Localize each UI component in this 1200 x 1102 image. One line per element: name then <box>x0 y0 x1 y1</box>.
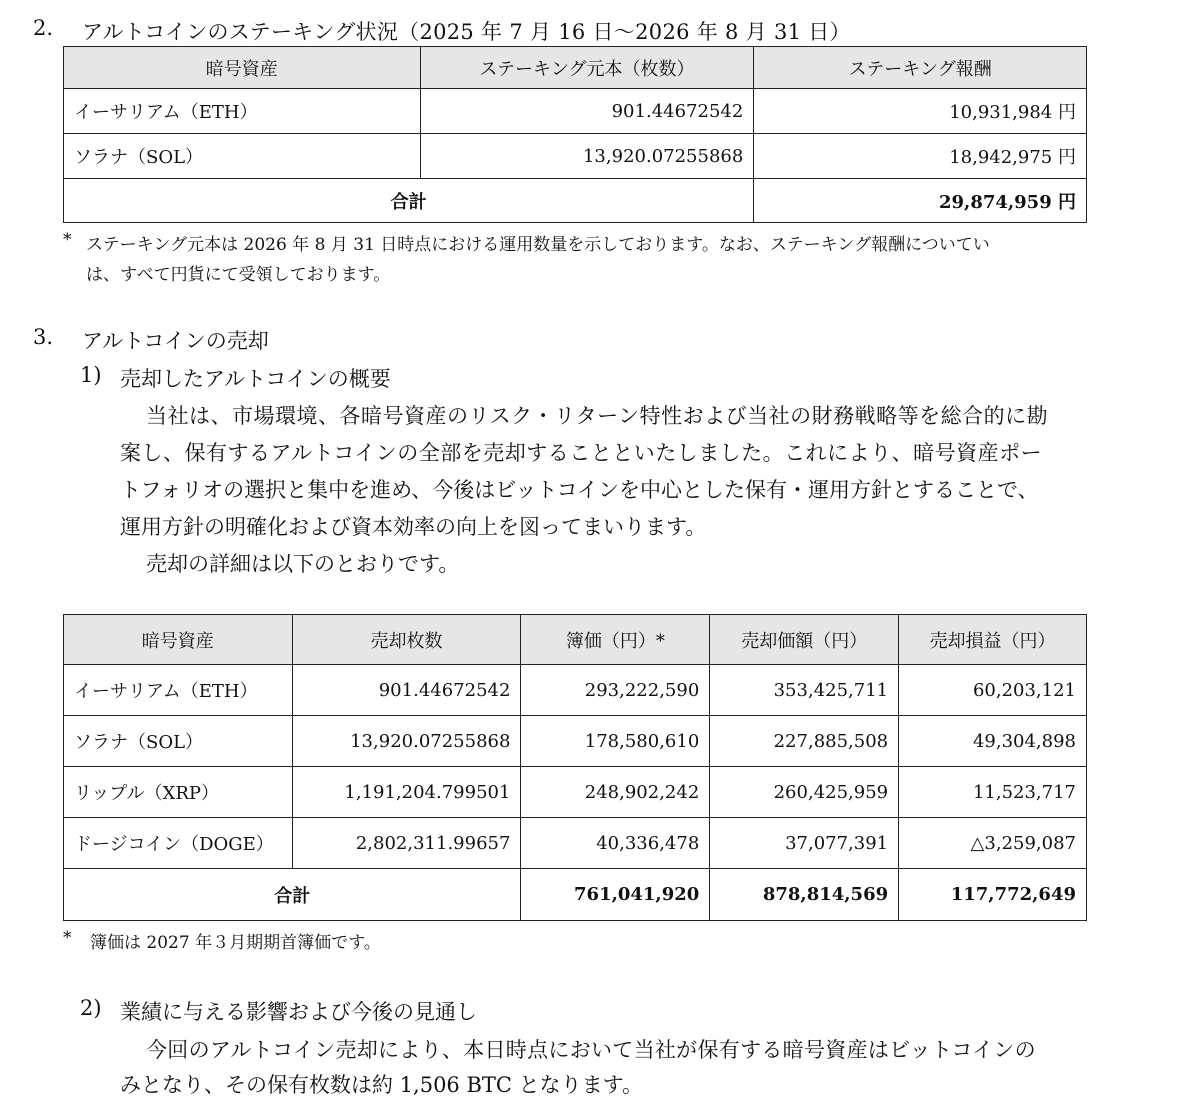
header-asset: 暗号資産 <box>64 47 421 89</box>
total-reward: 29,874,959 円 <box>754 179 1087 223</box>
section-3-title: アルトコインの売却 <box>82 329 269 353</box>
cell-book-value: 40,336,478 <box>521 818 710 869</box>
paragraph-line: 売却の詳細は以下のとおりです。 <box>146 552 460 576</box>
cell-gain-loss: 11,523,717 <box>899 767 1087 818</box>
paragraph-line: 今回のアルトコイン売却により、本日時点において当社が保有する暗号資産はビットコインの <box>146 1038 1036 1062</box>
cell-qty: 13,920.07255868 <box>292 716 521 767</box>
cell-gain-loss: 60,203,121 <box>899 665 1087 716</box>
total-row <box>64 869 1087 921</box>
cell-qty: 2,802,311.99657 <box>292 818 521 869</box>
total-label: 合計 <box>64 869 521 921</box>
header-book-value: 簿価（円）* <box>521 615 710 665</box>
cell-book-value: 293,222,590 <box>521 665 710 716</box>
table-row <box>64 818 1087 869</box>
subsection-2-title: 業績に与える影響および今後の見通し <box>120 1000 477 1024</box>
note-mark: * <box>63 928 72 948</box>
cell-qty: 1,191,204.799501 <box>292 767 521 818</box>
total-label: 合計 <box>64 179 754 223</box>
book-value-note: 簿価は 2027 年３月期期首簿価です。 <box>90 933 381 953</box>
cell-gain-loss: 49,304,898 <box>899 716 1087 767</box>
header-principal: ステーキング元本（枚数） <box>420 47 754 89</box>
cell-gain-loss: △3,259,087 <box>899 818 1087 869</box>
note-mark: * <box>63 230 72 250</box>
table-row <box>64 134 1087 179</box>
cell-reward: 18,942,975 円 <box>754 134 1087 179</box>
paragraph-line: 当社は、市場環境、各暗号資産のリスク・リターン特性および当社の財務戦略等を総合的に勘 <box>146 404 1049 428</box>
subsection-1-number: 1) <box>80 363 102 387</box>
cell-principal: 901.44672542 <box>420 89 754 134</box>
cell-sale-price: 37,077,391 <box>710 818 899 869</box>
total-gain-loss: 117,772,649 <box>899 869 1087 921</box>
cell-asset: ソラナ（SOL） <box>64 716 293 767</box>
table-row <box>64 89 1087 134</box>
cell-book-value: 178,580,610 <box>521 716 710 767</box>
paragraph-line: 運用方針の明確化および資本効率の向上を図ってまいります。 <box>120 515 707 539</box>
cell-qty: 901.44672542 <box>292 665 521 716</box>
cell-reward: 10,931,984 円 <box>754 89 1087 134</box>
header-sale-price: 売却価額（円） <box>710 615 899 665</box>
paragraph-line: トフォリオの選択と集中を進め、今後はビットコインを中心とした保有・運用方針とすることで、 <box>120 478 1039 502</box>
paragraph-line: みとなり、その保有枚数は約 1,506 BTC となります。 <box>120 1073 643 1097</box>
section-2-title: アルトコインのステーキング状況（2025 年 7 月 16 日～2026 年 8 月 31 日） <box>82 20 851 44</box>
cell-principal: 13,920.07255868 <box>420 134 754 179</box>
cell-asset: ドージコイン（DOGE） <box>64 818 293 869</box>
staking-table <box>63 46 1087 223</box>
table-row <box>64 767 1087 818</box>
subsection-1-title: 売却したアルトコインの概要 <box>120 367 391 391</box>
paragraph-line: 案し、保有するアルトコインの全部を売却することといたしました。これにより、暗号資産ポー <box>120 441 1043 465</box>
cell-sale-price: 227,885,508 <box>710 716 899 767</box>
header-qty: 売却枚数 <box>292 615 521 665</box>
header-reward: ステーキング報酬 <box>754 47 1087 89</box>
cell-asset: イーサリアム（ETH） <box>64 89 421 134</box>
header-asset: 暗号資産 <box>64 615 293 665</box>
cell-sale-price: 260,425,959 <box>710 767 899 818</box>
table-header-row <box>64 615 1087 665</box>
total-book-value: 761,041,920 <box>521 869 710 921</box>
staking-note-line-1: ステーキング元本は 2026 年 8 月 31 日時点における運用数量を示しております。なお、ステーキング報酬についてい <box>86 235 990 255</box>
cell-asset: リップル（XRP） <box>64 767 293 818</box>
cell-book-value: 248,902,242 <box>521 767 710 818</box>
subsection-2-number: 2) <box>80 996 102 1020</box>
section-2-number: 2. <box>33 16 54 40</box>
table-row <box>64 716 1087 767</box>
sales-table <box>63 614 1087 921</box>
header-gain-loss: 売却損益（円） <box>899 615 1087 665</box>
cell-asset: ソラナ（SOL） <box>64 134 421 179</box>
total-sale-price: 878,814,569 <box>710 869 899 921</box>
section-3-number: 3. <box>33 325 54 349</box>
cell-sale-price: 353,425,711 <box>710 665 899 716</box>
staking-note-line-2: は、すべて円貨にて受領しております。 <box>86 265 391 285</box>
total-row <box>64 179 1087 223</box>
table-header-row <box>64 47 1087 89</box>
cell-asset: イーサリアム（ETH） <box>64 665 293 716</box>
table-row <box>64 665 1087 716</box>
